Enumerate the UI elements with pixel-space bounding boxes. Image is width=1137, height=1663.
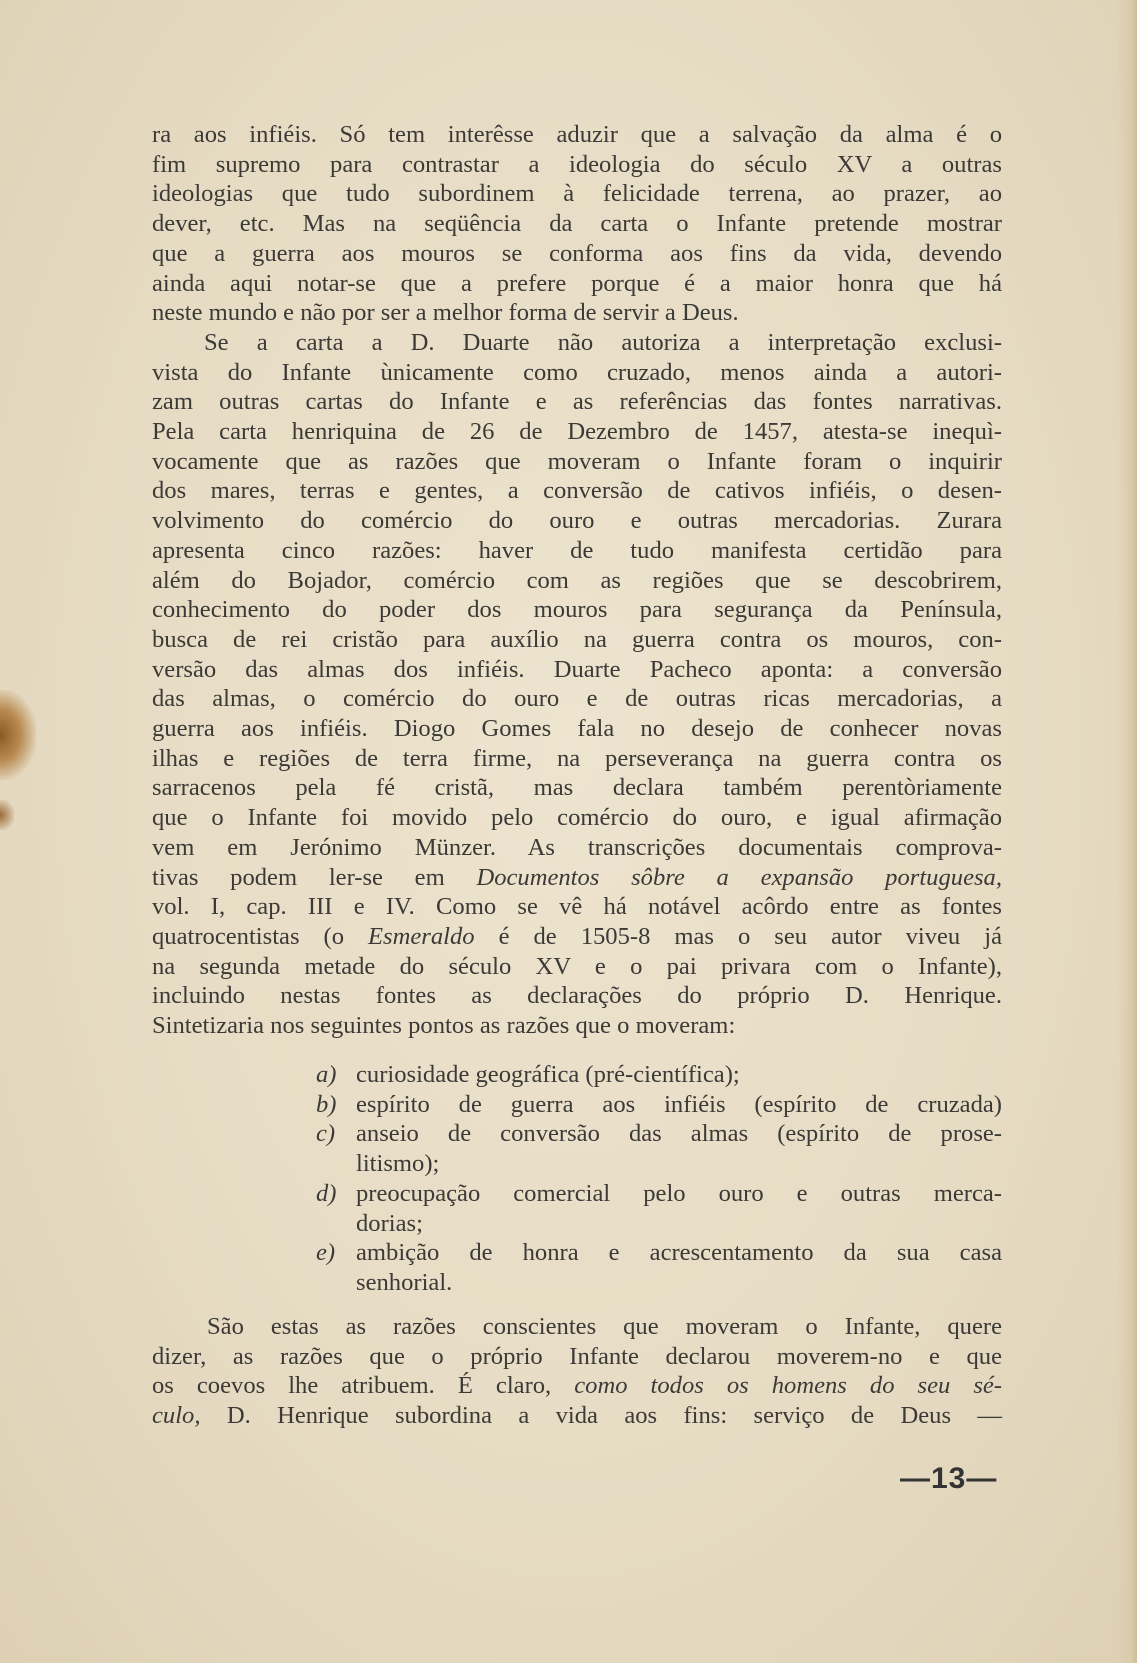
text-line: das almas, o comércio do ouro e de outras ricas mercadorias, a [152,685,1002,713]
text-line: dever, etc. Mas na seqüência da carta o Infante pretende mostrar [152,210,1002,238]
text-line: volvimento do comércio do ouro e outras mercadorias. Zurara [152,507,1002,535]
text-line: litismo); [356,1150,440,1178]
text-line: que o Infante foi movido pelo comércio do ouro, e igual afirmação [152,804,1002,832]
text-segment: os coevos lhe atribuem. É claro, [152,1372,575,1400]
page-edge-shadow [1117,0,1137,1663]
text-line: Sintetizaria nos seguintes pontos as razões que o moveram: [152,1012,736,1040]
text-line: dizer, as razões que o próprio Infante declarou moverem-no e que [152,1342,1002,1370]
text-line: vem em Jerónimo Münzer. As transcrições documentais comprova- [152,833,1002,861]
text-line: zam outras cartas do Infante e as referências das fontes narrativas. [152,388,1002,416]
text-line: espírito de guerra aos infiéis (espírito de cruzada) [356,1090,1002,1118]
list-item [316,1119,1002,1178]
text-segment: é de 1505-8 mas o seu autor viveu já [474,922,1002,950]
paragraph-2 [152,328,1002,1041]
list-marker: c) [316,1120,336,1148]
text-line: ilhas e regiões de terra firme, na perseverança na guerra contra os [152,744,1002,772]
text-line: ideologias que tudo subordinem à felicidade terrena, ao prazer, ao [152,180,1002,208]
list-item [316,1238,1002,1297]
text-line: preocupação comercial pelo ouro e outras merca- [356,1179,1002,1207]
paper-stain [0,690,36,780]
text-line [152,1371,1002,1401]
text-line: neste mundo e não por ser a melhor forma de servir a Deus. [152,299,739,327]
text-line: ainda aqui notar-se que a prefere porque é a maior honra que há [152,269,1002,297]
text-line: guerra aos infiéis. Diogo Gomes fala no desejo de conhecer novas [152,715,1002,743]
text-line: além do Bojador, comércio com as regiões que se descobrirem, [152,566,1002,594]
text-line: anseio de conversão das almas (espírito de prose- [356,1120,1002,1148]
text-segment: quatrocentistas (o [152,922,368,950]
text-line: na segunda metade do século XV e o pai privara com o Infante), [152,952,1002,980]
page-number: —13— [900,1462,998,1495]
text-line: vol. I, cap. III e IV. Como se vê há notável acôrdo entre as fontes [152,893,1002,921]
list-marker: a) [316,1061,337,1088]
text-line: fim supremo para contrastar a ideologia do século XV a outras [152,150,1002,178]
text-line: conhecimento do poder dos mouros para segurança da Península, [152,596,1002,624]
text-line: que a guerra aos mouros se conforma aos fins da vida, devendo [152,239,1002,267]
text-segment: D. Henrique subordina a vida aos fins: serviço de Deus — [200,1402,1002,1430]
text-line: dorias; [356,1209,423,1237]
paragraph-1 [152,120,1002,328]
text-line: senhorial. [356,1268,453,1296]
text-line: busca de rei cristão para auxílio na guerra contra os mouros, con- [152,625,1002,653]
list-marker: e) [316,1239,336,1267]
list-item [316,1179,1002,1238]
text-line [152,1401,1002,1431]
text-line [152,863,1002,893]
text-segment: tivas podem ler-se em [152,863,477,891]
text-line: Pela carta henriquina de 26 de Dezembro de 1457, atesta-se inequì- [152,418,1002,446]
italic-text: como todos os homens do seu sé- [574,1372,1002,1400]
text-line: vista do Infante ùnicamente como cruzado, menos ainda a autori- [152,358,1002,386]
text-line: ra aos infiéis. Só tem interêsse aduzir que a salvação da alma é o [152,121,1002,148]
paper-stain-small [0,800,14,830]
italic-text: culo, [152,1402,201,1430]
text-line: incluindo nestas fontes as declarações do próprio D. Henrique. [152,982,1002,1010]
text-line: curiosidade geográfica (pré-científica); [356,1061,740,1088]
text-line: Se a carta a D. Duarte não autoriza a interpretação exclusi- [204,328,1002,356]
text-line [152,922,1002,952]
text-line: apresenta cinco razões: haver de tudo manifesta certidão para [152,536,1002,564]
list-marker: b) [316,1090,337,1118]
list-item [316,1060,1002,1090]
text-line: vocamente que as razões que moveram o Infante foram o inquirir [152,447,1002,475]
reasons-list [316,1060,1002,1298]
text-line: sarracenos pela fé cristã, mas declara também perentòriamente [152,774,1002,802]
text-line: ambição de honra e acrescentamento da sua casa [356,1239,1002,1267]
text-line: dos mares, terras e gentes, a conversão de cativos infiéis, o desen- [152,477,1002,505]
list-item [316,1090,1002,1120]
italic-title: Esmeraldo [368,922,475,950]
list-marker: d) [316,1179,337,1207]
text-line: São estas as razões conscientes que moveram o Infante, quere [207,1313,1002,1340]
paragraph-3 [152,1312,1002,1431]
italic-title: Documentos sôbre a expansão portuguesa, [476,863,1002,891]
text-line: versão das almas dos infiéis. Duarte Pacheco aponta: a conversão [152,655,1002,683]
body-text [152,120,1002,1041]
